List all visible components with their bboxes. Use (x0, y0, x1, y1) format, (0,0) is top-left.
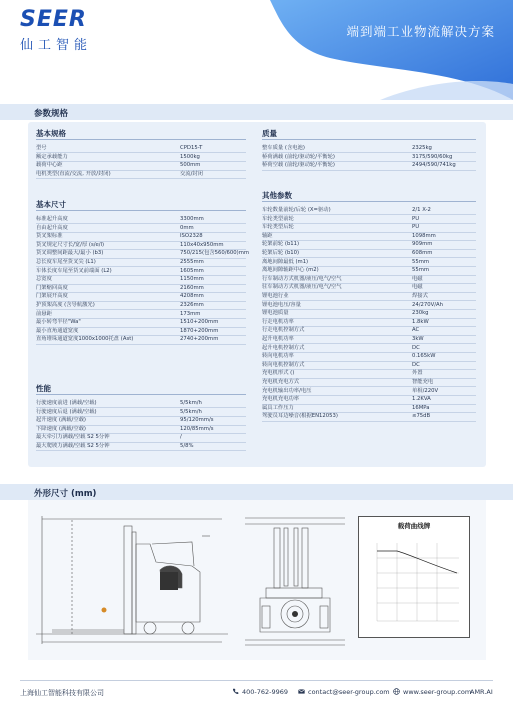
spec-label: 货叉调整间距最大/最小 (b3) (36, 250, 104, 257)
spec-label: 自由起升高度 (36, 224, 68, 231)
dimension-section-title: 外形尺寸 (mm) (34, 489, 97, 499)
spec-label: 行驶速度前进 (满载/空载) (36, 400, 97, 406)
spec-value: 交流/封闭 (180, 170, 203, 177)
spec-label: 直角堆垛通道宽度1000x1000托盘 (Ast) (36, 336, 134, 343)
spec-value: 外置 (412, 370, 423, 377)
spec-label: 门架缩回高度 (36, 284, 68, 291)
spec-label: 属具工作压力 (262, 404, 294, 411)
spec-value: 2326mm (180, 302, 204, 308)
page-footer (0, 686, 513, 700)
spec-label: 轮架前轮 (b11) (262, 241, 300, 248)
spec-value: / (180, 434, 182, 441)
globe-icon (393, 688, 400, 695)
spec-row (36, 153, 246, 162)
spec-label: 起升电机功率 (262, 336, 294, 342)
spec-group-divider (36, 210, 246, 211)
spec-value: 单相/220V (412, 387, 439, 394)
spec-row (262, 232, 476, 241)
spec-value: 1.8kW (412, 318, 429, 325)
spec-row (262, 404, 476, 413)
spec-value: 0.165kW (412, 353, 436, 360)
footer-phone-text: 400-762-9969 (242, 688, 289, 696)
spec-value: PU (412, 224, 420, 231)
spec-row (36, 335, 246, 344)
spec-row (36, 327, 246, 336)
spec-value: 1098mm (412, 232, 436, 239)
spec-row (36, 284, 246, 293)
spec-label: 整车质量 (含电池) (262, 145, 305, 151)
spec-value: 55mm (412, 258, 430, 265)
spec-row (262, 369, 476, 378)
spec-value: ≤75dB (412, 413, 431, 420)
header-tagline: 端到端工业物流解决方案 (346, 24, 495, 39)
spec-value: 电磁 (412, 284, 423, 291)
footer-suffix: AMR.AI (470, 688, 493, 696)
spec-value: 电磁 (412, 275, 423, 282)
spec-value: 230kg (412, 310, 429, 317)
spec-row (262, 387, 476, 396)
spec-label: 前悬距 (36, 310, 52, 317)
spec-label: 总长度车尾至货叉尖 (L1) (36, 259, 96, 265)
spec-row (262, 266, 476, 275)
side-view-drawing (32, 514, 232, 649)
spec-label: 行驶速度后退 (满载/空载) (36, 408, 97, 415)
footer-website (393, 688, 471, 696)
spec-value: 110x40x950mm (180, 241, 224, 248)
spec-row (36, 292, 246, 301)
row-divider (36, 178, 246, 179)
spec-row (36, 267, 246, 276)
load-curve-graph (367, 533, 463, 631)
spec-label: 转向电机控制方式 (262, 361, 305, 368)
spec-group-divider (262, 139, 476, 140)
spec-label: 行走电机控制方式 (262, 327, 305, 334)
spec-label: 桥荷满载 (前轮/驱动轮/平衡轮) (262, 153, 335, 160)
spec-group-title-basic: 基本规格 (36, 129, 66, 138)
spec-row (36, 301, 246, 310)
spec-value: DC (412, 361, 420, 368)
spec-row (36, 433, 246, 442)
spec-row (36, 161, 246, 170)
spec-group-divider (36, 394, 246, 395)
spec-value: CPD15-T (180, 145, 203, 151)
spec-row (262, 361, 476, 370)
spec-value: 1510+200mm (180, 319, 219, 326)
spec-row (262, 378, 476, 387)
spec-value: 1605mm (180, 267, 204, 274)
spec-value: 500mm (180, 162, 201, 169)
spec-label: 离地间隙轴距中心 (m2) (262, 267, 319, 274)
spec-row (262, 318, 476, 327)
spec-section-bar (0, 104, 513, 120)
logo-wordmark: SEER (20, 7, 87, 32)
spec-row (262, 144, 476, 153)
spec-group-title-size: 基本尺寸 (36, 200, 66, 209)
spec-row (262, 335, 476, 344)
spec-row (36, 425, 246, 434)
spec-value: 2160mm (180, 284, 204, 291)
spec-value: 120/85mm/s (180, 425, 214, 432)
spec-label: 最大牵引力满载/空载 S2 5分钟 (36, 434, 110, 441)
footer-email (298, 688, 390, 696)
row-divider (36, 344, 246, 345)
spec-label: 最小直角通道宽度 (36, 327, 79, 334)
spec-label: 车轮类型前轮 (262, 215, 294, 222)
spec-row (36, 416, 246, 425)
spec-label: 起升速度 (满载/空载) (36, 417, 86, 424)
spec-section-title: 参数规格 (34, 109, 69, 119)
spec-label: 护顶架高度 (含导航激光) (36, 302, 95, 308)
spec-label: 起升电机控制方式 (262, 344, 305, 351)
spec-row (262, 344, 476, 353)
spec-row (262, 352, 476, 361)
spec-value: 4208mm (180, 293, 204, 300)
footer-divider (20, 680, 493, 681)
spec-label: 锂电池行业 (262, 293, 289, 299)
spec-group-title-other: 其他参数 (262, 191, 292, 200)
page-header (0, 0, 513, 110)
spec-label: 充电机输出功率/电压 (262, 387, 312, 394)
spec-label: 充电机充电功率 (262, 396, 300, 403)
spec-label: 充电机充电方式 (262, 379, 300, 385)
spec-label: 下降速度 (满载/空载) (36, 425, 86, 432)
spec-row (36, 249, 250, 258)
spec-label: 门架展开高度 (36, 293, 68, 300)
spec-row (262, 395, 476, 404)
spec-value: 2494/590/741kg (412, 162, 456, 169)
spec-group-title-mass: 质量 (262, 129, 277, 138)
spec-label: 总宽度 (36, 276, 52, 283)
spec-row (262, 240, 476, 249)
spec-value: 5/5km/h (180, 408, 202, 415)
spec-value: 0mm (180, 224, 194, 231)
front-view-drawing (240, 514, 350, 649)
footer-website-text: www.seer-group.com (403, 688, 472, 696)
spec-value: 909mm (412, 241, 433, 248)
spec-row (262, 301, 476, 310)
spec-row (36, 408, 246, 417)
spec-value: PU (412, 215, 420, 222)
spec-row (36, 310, 246, 319)
spec-label: 轮架后轮 (b10) (262, 250, 300, 256)
spec-value: 1150mm (180, 276, 204, 283)
footer-company-name: 上海仙工智能科技有限公司 (20, 689, 104, 697)
spec-value: 2555mm (180, 259, 204, 265)
spec-value: 16MPa (412, 404, 430, 411)
spec-row (36, 258, 246, 267)
spec-label: 电机类型(直流/交流, 开放/封闭) (36, 170, 111, 177)
email-icon (298, 688, 305, 695)
spec-row (262, 292, 476, 301)
spec-label: 行走电机功率 (262, 318, 294, 325)
spec-row (36, 170, 246, 179)
spec-label: 车轮类型后轮 (262, 224, 294, 231)
spec-value: 608mm (412, 250, 433, 256)
spec-label: 额定承载能力 (36, 153, 68, 160)
spec-label: 最小转弯半径"Wa" (36, 319, 81, 326)
spec-row (262, 153, 476, 162)
dimension-drawings (28, 500, 486, 660)
spec-row (262, 215, 476, 224)
load-chart-plate (358, 516, 470, 638)
spec-label: 桥荷空载 (前轮/驱动轮/平衡轮) (262, 162, 335, 169)
header-wave-band (230, 0, 513, 100)
spec-label: 型号 (36, 145, 47, 151)
spec-value: 3175/590/60kg (412, 153, 453, 160)
spec-value: 55mm (412, 267, 430, 274)
spec-group-divider (36, 139, 246, 140)
spec-value: 24/270V/Ah (412, 301, 444, 308)
spec-label: 车轮数量前轮/后轮 (X=驱动) (262, 207, 331, 213)
spec-label: 离地间隙最低 (m1) (262, 258, 309, 265)
spec-value: 95/120mm/s (180, 417, 214, 424)
spec-value: 2740+200mm (180, 336, 219, 343)
spec-row (36, 232, 246, 241)
spec-row (36, 224, 246, 233)
spec-group-title-performance: 性能 (36, 384, 51, 393)
spec-label: 货叉规定尺寸长/宽/厚 (s/e/l) (36, 241, 105, 248)
spec-value: AC (412, 327, 420, 334)
row-divider (262, 170, 476, 171)
spec-value: 1.2KVA (412, 396, 431, 403)
footer-email-text: contact@seer-group.com (308, 688, 390, 696)
spec-row (36, 144, 246, 153)
spec-label: 驾驶员耳边噪音(根据EN12053) (262, 413, 338, 420)
load-chart-title: 载荷曲线牌 (397, 522, 431, 530)
spec-value: 3300mm (180, 216, 204, 222)
spec-value: 5/5km/h (180, 400, 202, 406)
spec-row (36, 318, 246, 327)
spec-label: 最大爬坡力满载/空载 S2 5分钟 (36, 443, 110, 449)
spec-value: 3kW (412, 336, 424, 342)
spec-label: 载荷中心距 (36, 162, 63, 169)
footer-phone (232, 688, 288, 696)
spec-label: 锂电池电压/容量 (262, 301, 301, 308)
spec-value: 2/1 X-2 (412, 207, 431, 213)
spec-row (36, 215, 246, 224)
spec-row (262, 206, 476, 215)
spec-value: 焊接式 (412, 293, 428, 299)
spec-label: 锂电池质量 (262, 310, 289, 317)
spec-label: 标准起升高度 (36, 216, 68, 222)
spec-row (262, 275, 476, 284)
spec-label: 驻车制动方式机器/液压/电气/空气 (262, 284, 342, 291)
spec-value: 173mm (180, 310, 201, 317)
spec-row (262, 326, 476, 335)
spec-value: 智能充电 (412, 379, 434, 385)
spec-value: 1870+200mm (180, 327, 219, 334)
spec-row (262, 249, 476, 258)
brand-logo (20, 8, 115, 53)
spec-value: 750/215(包含560/600)mm (180, 250, 250, 257)
spec-row (262, 283, 476, 292)
row-divider (36, 450, 246, 451)
spec-value: 5/8% (180, 443, 194, 449)
spec-row (262, 412, 476, 421)
spec-label: 行车制动方式机器/液压/电气/空气 (262, 275, 342, 282)
spec-row (262, 161, 476, 170)
spec-value: DC (412, 344, 420, 351)
spec-row (36, 241, 246, 250)
spec-label: 充电机形式 () (262, 370, 295, 377)
spec-label: 货叉架标准 (36, 233, 63, 240)
spec-row (36, 442, 246, 451)
spec-value: 2325kg (412, 145, 432, 151)
spec-row (262, 309, 476, 318)
row-divider (262, 421, 476, 422)
spec-group-divider (262, 201, 476, 202)
phone-icon (232, 688, 239, 695)
spec-label: 转向电机功率 (262, 353, 294, 360)
spec-label: 车体长度车尾至货叉前端面 (L2) (36, 267, 112, 274)
spec-value: ISO2328 (180, 233, 203, 240)
spec-row (36, 275, 246, 284)
spec-value: 1500kg (180, 153, 200, 160)
logo-chinese-name: 仙工智能 (20, 38, 93, 53)
spec-row (262, 258, 476, 267)
spec-label: 轴距 (262, 232, 273, 239)
spec-row (36, 399, 246, 408)
spec-row (262, 223, 476, 232)
